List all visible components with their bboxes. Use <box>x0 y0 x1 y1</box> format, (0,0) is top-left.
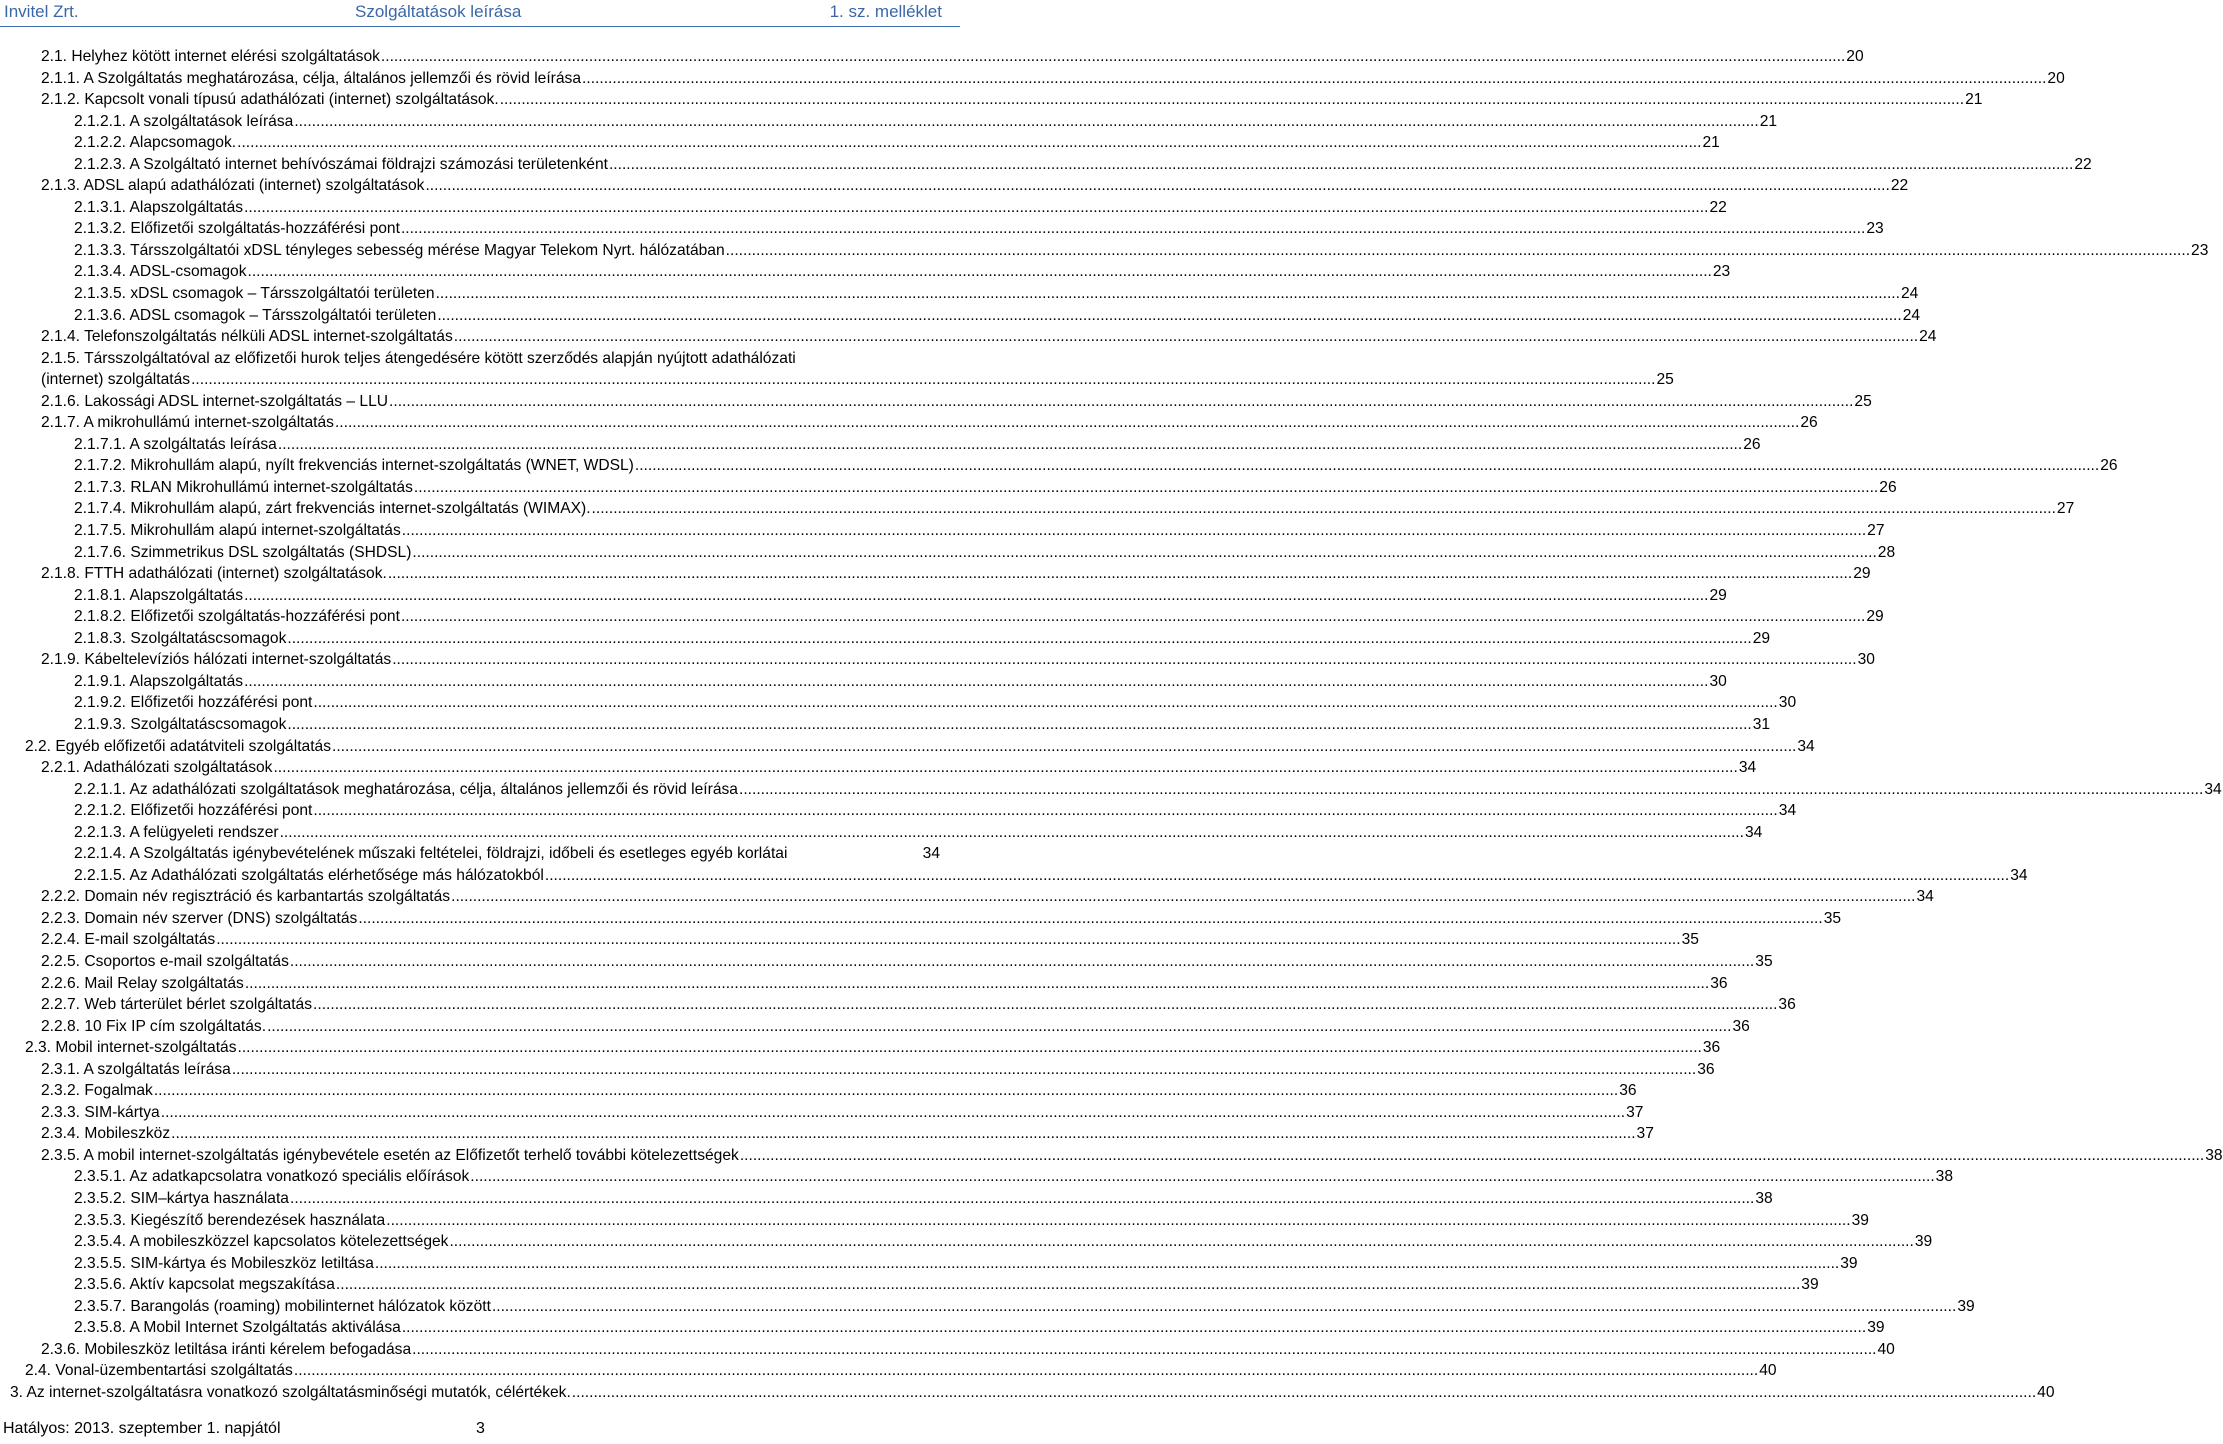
toc-dot-leader <box>273 758 1737 778</box>
toc-entry-title: 2.1.3.4. ADSL-csomagok <box>74 263 247 281</box>
toc-entry[interactable] <box>0 823 1763 845</box>
toc-entry-title: 2.1.4. Telefonszolgáltatás nélküli ADSL internet-szolgáltatás <box>41 328 453 346</box>
toc-entry-page: 23 <box>1866 220 1884 238</box>
toc-entry-title: 3. Az internet-szolgáltatásra vonatkozó szolgáltatásminőségi mutatók, célértékek. <box>10 1383 571 1401</box>
toc-entry[interactable] <box>0 564 1871 586</box>
toc-entry-title: 2.3. Mobil internet-szolgáltatás <box>25 1039 237 1057</box>
toc-entry-title: 2.4. Vonal-üzembentartási szolgáltatás <box>25 1362 293 1380</box>
toc-entry-page: 34 <box>1778 802 1797 820</box>
toc-entry-page: 36 <box>1778 996 1796 1014</box>
toc-entry[interactable] <box>0 780 2222 802</box>
toc-entry-title: 2.1.7.1. A szolgáltatás leírása <box>74 435 277 453</box>
header-document-title: Szolgáltatások leírása <box>355 2 522 21</box>
toc-entry-title: 2.1.3.1. Alapszolgáltatás <box>74 198 244 216</box>
toc-entry-page: 27 <box>1867 522 1885 540</box>
toc-entry[interactable] <box>0 1189 1773 1211</box>
toc-entry-title: 2.1.7. A mikrohullámú internet-szolgáltatás <box>41 414 334 432</box>
toc-entry-page: 24 <box>1900 285 1919 303</box>
toc-dot-leader <box>386 1211 1850 1231</box>
toc-entry-page: 34 <box>1738 759 1757 777</box>
toc-entry-page: 34 <box>1916 888 1934 906</box>
toc-entry-title: 2.1.3. ADSL alapú adathálózati (internet) szolgáltatások <box>41 177 425 195</box>
toc-entry-page: 25 <box>1656 371 1674 389</box>
toc-entry-page: 38 <box>2205 1146 2223 1164</box>
toc-dot-leader <box>414 478 1878 498</box>
toc-entry-title: 2.1.2.2. Alapcsomagok. <box>74 134 237 152</box>
toc-entry-title: 2.3.5.8. A Mobil Internet Szolgáltatás aktiválása <box>74 1319 401 1337</box>
toc-dot-leader <box>287 715 1751 735</box>
toc-entry[interactable] <box>0 737 1815 759</box>
toc-dot-leader <box>313 801 1777 821</box>
toc-dot-leader <box>332 737 1796 757</box>
toc-entry[interactable] <box>0 801 1797 823</box>
toc-dot-leader <box>401 219 1865 239</box>
toc-entry-title: 2.1.1. A Szolgáltatás meghatározása, célja, általános jellemzői és rövid leírása <box>41 69 582 87</box>
toc-entry-title: 2.2.7. Web tárterület bérlet szolgáltatás <box>41 996 313 1014</box>
toc-entry-page: 21 <box>1702 134 1720 152</box>
toc-entry-page: 36 <box>1619 1082 1637 1100</box>
toc-entry[interactable] <box>0 521 1885 543</box>
toc-entry-title: 2.2. Egyéb előfizetői adatátviteli szolgáltatás <box>25 737 331 755</box>
toc-entry-page: 39 <box>1867 1319 1885 1337</box>
toc-entry-title: 2.1.7.5. Mikrohullám alapú internet-szolgáltatás <box>74 522 401 540</box>
toc-entry[interactable] <box>0 413 1818 435</box>
toc-dot-leader <box>335 413 1799 433</box>
toc-entry-title: 2.1.8.3. Szolgáltatáscsomagok <box>74 629 287 647</box>
toc-entry-page: 36 <box>1710 974 1728 992</box>
toc-entry[interactable] <box>0 543 1896 565</box>
toc-dot-leader <box>171 1124 1635 1144</box>
toc-entry-title: 2.3.6. Mobileszköz letiltása iránti kérelem befogadása <box>41 1340 412 1358</box>
toc-entry[interactable] <box>0 69 2065 91</box>
toc-dot-leader <box>161 1103 1625 1123</box>
toc-dot-leader <box>635 456 2099 476</box>
footer-effective-date: Hatályos: 2013. szeptember 1. napjától <box>3 1420 281 1437</box>
toc-entry-title: 2.1.7.3. RLAN Mikrohullámú internet-szolgáltatás <box>74 478 413 496</box>
toc-entry-page: 21 <box>1759 112 1778 130</box>
toc-entry-page: 34 <box>1744 823 1763 841</box>
toc-dot-leader <box>388 564 1852 584</box>
toc-entry[interactable] <box>0 155 2092 177</box>
toc-dot-leader <box>402 1318 1866 1338</box>
toc-entry-page: 38 <box>1755 1189 1773 1207</box>
toc-entry-title: 2.1.7.4. Mikrohullám alapú, zárt frekvenciás internet-szolgáltatás (WIMAX). <box>74 500 591 518</box>
toc-entry-title: 2.3.5.7. Barangolás (roaming) mobilinternet hálózatok között <box>74 1297 491 1315</box>
toc-dot-leader <box>454 327 1918 347</box>
toc-entry-page: 28 <box>1877 543 1896 561</box>
toc-dot-leader <box>740 1146 2204 1166</box>
toc-entry[interactable] <box>0 133 1720 155</box>
toc-entry[interactable] <box>0 995 1796 1017</box>
toc-entry-page: 26 <box>1743 435 1761 453</box>
toc-entry[interactable] <box>0 284 1919 306</box>
toc-dot-leader <box>500 90 1964 110</box>
toc-entry[interactable] <box>0 219 1884 241</box>
toc-entry[interactable] <box>0 478 1897 500</box>
toc-entry-title: 2.1.5. Társszolgáltatóval az előfizetői hurok teljes átengedésére kötött szerződés alapján nyújtott adathálózati <box>41 349 796 367</box>
toc-entry[interactable] <box>0 607 1884 629</box>
toc-entry[interactable] <box>0 241 2209 263</box>
toc-entry-title: 2.2.6. Mail Relay szolgáltatás <box>41 974 244 992</box>
toc-entry-title: 2.1.3.6. ADSL csomagok – Társszolgáltatói területen <box>74 306 437 324</box>
toc-dot-leader <box>244 198 1708 218</box>
toc-entry-page: 30 <box>1778 694 1797 712</box>
toc-dot-leader <box>412 543 1876 563</box>
toc-entry-title: 2.1.8. FTTH adathálózati (internet) szolgáltatások. <box>41 565 387 583</box>
toc-entry-page: 39 <box>1851 1211 1869 1229</box>
toc-entry-title: 2.3.5.5. SIM-kártya és Mobileszköz letiltása <box>74 1254 374 1272</box>
toc-entry[interactable] <box>0 1060 1715 1082</box>
toc-dot-leader <box>267 1017 1731 1037</box>
toc-entry[interactable] <box>0 435 1761 457</box>
toc-entry-title: 2.3.5.1. Az adatkapcsolatra vonatkozó speciális előírások <box>74 1168 470 1186</box>
toc-dot-leader <box>381 47 1845 67</box>
toc-entry-page: 35 <box>1755 952 1773 970</box>
toc-dot-leader <box>238 1038 1702 1058</box>
toc-dot-leader <box>572 1383 2036 1403</box>
toc-entry-page: 31 <box>1752 715 1771 733</box>
toc-dot-leader <box>449 1232 1913 1252</box>
toc-entry-page: 34 <box>2010 866 2028 884</box>
toc-dot-leader <box>451 887 1915 907</box>
header-company: Invitel Zrt. <box>4 2 79 21</box>
toc-entry-page: 39 <box>1801 1276 1819 1294</box>
toc-entry[interactable] <box>0 909 1842 931</box>
toc-dot-leader <box>545 866 2009 886</box>
toc-entry-title: 2.3.1. A szolgáltatás leírása <box>41 1060 231 1078</box>
toc-entry-title: 2.1. Helyhez kötött internet elérési szolgáltatások <box>41 48 380 65</box>
toc-entry-page: 37 <box>1636 1125 1654 1143</box>
toc-dot-leader <box>726 241 2190 261</box>
toc-entry-page: 39 <box>1914 1233 1933 1251</box>
toc-dot-leader <box>437 306 1901 326</box>
toc-entry-page: 40 <box>1759 1362 1777 1380</box>
toc-entry-title: 2.1.9.2. Előfizetői hozzáférési pont <box>74 694 313 712</box>
toc-entry-title: 2.1.2. Kapcsolt vonali típusú adathálózati (internet) szolgáltatások. <box>41 91 499 109</box>
toc-entry-page: 29 <box>1853 565 1871 583</box>
toc-entry-title: 2.1.3.2. Előfizetői szolgáltatás-hozzáférési pont <box>74 220 400 238</box>
toc-entry[interactable] <box>0 1318 1885 1340</box>
toc-entry-title: 2.3.5.2. SIM–kártya használata <box>74 1189 289 1207</box>
toc-entry-title: 2.2.1.1. Az adathálózati szolgáltatások meghatározása, célja, általános jellemzői és rövid leírása <box>74 780 738 798</box>
toc-dot-leader <box>245 974 1709 994</box>
toc-entry-title: 2.3.2. Fogalmak <box>41 1082 153 1100</box>
toc-entry[interactable] <box>0 586 1727 608</box>
toc-entry-title: (internet) szolgáltatás <box>41 371 191 389</box>
toc-entry[interactable] <box>0 1383 2055 1405</box>
toc-entry-page: 36 <box>1697 1060 1715 1078</box>
toc-entry[interactable] <box>0 456 2118 478</box>
toc-entry[interactable] <box>0 672 1727 694</box>
toc-dot-leader <box>290 952 1754 972</box>
toc-entry-title: 2.1.2.1. A szolgáltatások leírása <box>74 112 294 130</box>
toc-entry[interactable] <box>0 1297 1975 1319</box>
toc-dot-leader <box>154 1081 1618 1101</box>
toc-entry-title: 2.1.3.3. Társszolgáltatói xDSL tényleges sebesség mérése Magyar Telekom Nyrt. hálózatában <box>74 241 725 259</box>
toc-entry-page: 23 <box>2191 241 2209 259</box>
toc-entry-title: 2.1.8.1. Alapszolgáltatás <box>74 586 244 604</box>
toc-entry-page: 36 <box>1702 1039 1721 1057</box>
toc-dot-leader <box>739 780 2203 800</box>
toc-entry[interactable] <box>0 198 1727 220</box>
toc-entry-page: 22 <box>1709 198 1727 216</box>
toc-entry[interactable] <box>0 693 1797 715</box>
toc-entry-page: 26 <box>2100 457 2118 475</box>
toc-entry[interactable] <box>0 306 1921 328</box>
toc-entry-title: 2.2.8. 10 Fix IP cím szolgáltatás. <box>41 1017 267 1035</box>
toc-entry[interactable] <box>0 844 960 866</box>
toc-dot-leader <box>412 1340 1876 1360</box>
toc-entry-title: 2.1.9.1. Alapszolgáltatás <box>74 672 244 690</box>
toc-entry[interactable] <box>0 1275 1819 1297</box>
toc-dot-leader <box>336 1275 1800 1295</box>
toc-entry[interactable] <box>0 1361 1777 1383</box>
toc-entry[interactable] <box>0 650 1875 672</box>
toc-entry[interactable] <box>0 327 1937 349</box>
toc-dot-leader <box>248 262 1712 282</box>
toc-dot-leader <box>358 909 1822 929</box>
toc-entry[interactable] <box>0 1211 1869 1233</box>
toc-entry-page: 24 <box>1919 328 1937 346</box>
toc-entry-page: 34 <box>922 845 940 863</box>
toc-entry-title: 2.2.1.3. A felügyeleti rendszer <box>74 823 279 841</box>
toc-entry[interactable] <box>0 370 1674 392</box>
toc-entry-page: 29 <box>1752 629 1771 647</box>
toc-entry[interactable] <box>0 112 1778 134</box>
toc-entry[interactable] <box>0 1146 2223 1168</box>
toc-entry-page: 22 <box>2074 155 2092 173</box>
toc-dot-leader <box>425 176 1889 196</box>
toc-entry-title: 2.2.3. Domain név szerver (DNS) szolgáltatás <box>41 909 358 927</box>
toc-dot-leader <box>191 370 1655 390</box>
toc-entry[interactable] <box>0 715 1771 737</box>
toc-entry-title: 2.3.5.6. Aktív kapcsolat megszakítása <box>74 1276 335 1294</box>
toc-entry-title: 2.1.8.2. Előfizetői szolgáltatás-hozzáférési pont <box>74 608 400 626</box>
toc-entry[interactable] <box>0 499 2075 521</box>
toc-entry[interactable] <box>0 1254 1858 1276</box>
toc-entry-page: 39 <box>1957 1297 1975 1315</box>
toc-entry-page: 20 <box>2047 69 2065 87</box>
toc-entry[interactable] <box>0 952 1773 974</box>
toc-entry-title: 2.2.1.4. A Szolgáltatás igénybevételének műszaki feltételei, földrajzi, időbeli és esetleges egyéb korlátai <box>74 845 788 863</box>
toc-dot-leader <box>402 521 1866 541</box>
toc-entry[interactable] <box>0 1081 1637 1103</box>
toc-entry[interactable] <box>0 930 1699 952</box>
toc-dot-leader <box>294 112 1758 132</box>
toc-entry[interactable] <box>0 866 2028 888</box>
toc-entry-page: 25 <box>1854 392 1872 410</box>
toc-entry-page: 21 <box>1965 91 1983 109</box>
toc-entry-page: 29 <box>1866 608 1884 626</box>
toc-entry[interactable] <box>0 1124 1654 1146</box>
toc-entry[interactable] <box>0 1103 1644 1125</box>
toc-entry-page: 37 <box>1626 1103 1644 1121</box>
toc-dot-leader <box>592 499 2056 519</box>
toc-entry-title: 2.2.1.5. Az Adathálózati szolgáltatás elérhetősége más hálózatokból <box>74 866 544 884</box>
toc-entry[interactable] <box>0 1167 1954 1189</box>
toc-entry-page: 20 <box>1846 48 1864 65</box>
toc-entry-page: 30 <box>1709 672 1727 690</box>
page-header <box>0 0 960 27</box>
toc-entry[interactable] <box>0 887 1934 909</box>
toc-dot-leader <box>278 435 1742 455</box>
toc-entry[interactable] <box>0 47 1864 69</box>
toc-entry-title: 2.1.9. Kábeltelevíziós hálózati internet-szolgáltatás <box>41 651 392 669</box>
toc-entry-title: 2.1.7.6. Szimmetrikus DSL szolgáltatás (SHDSL) <box>74 543 412 561</box>
toc-entry-page: 26 <box>1800 414 1818 432</box>
toc-entry[interactable] <box>0 392 1872 414</box>
toc-entry[interactable] <box>0 176 1909 198</box>
toc-dot-leader <box>216 930 1680 950</box>
toc-entry-page: 24 <box>1902 306 1921 324</box>
toc-entry[interactable] <box>0 262 1731 284</box>
toc-entry-page: 35 <box>1823 909 1842 927</box>
toc-dot-leader <box>375 1254 1839 1274</box>
toc-entry-title: 2.2.5. Csoportos e-mail szolgáltatás <box>41 952 289 970</box>
toc-entry-page: 30 <box>1857 651 1875 669</box>
toc-entry-page: 26 <box>1879 478 1897 496</box>
toc-entry-page: 22 <box>1890 177 1909 195</box>
toc-entry-title: 2.1.9.3. Szolgáltatáscsomagok <box>74 715 287 733</box>
toc-dot-leader <box>492 1297 1956 1317</box>
toc-entry-page: 29 <box>1709 586 1727 604</box>
toc-entry[interactable] <box>0 90 1983 112</box>
toc-entry[interactable] <box>0 974 1728 996</box>
toc-dot-leader <box>287 629 1751 649</box>
toc-dot-leader <box>244 586 1708 606</box>
toc-dot-leader <box>244 672 1708 692</box>
toc-entry-page: 40 <box>1877 1340 1895 1358</box>
toc-dot-leader <box>470 1167 1934 1187</box>
toc-dot-leader <box>582 69 2046 89</box>
toc-entry-title: 2.1.7.2. Mikrohullám alapú, nyílt frekvenciás internet-szolgáltatás (WNET, WDSL) <box>74 457 634 475</box>
toc-entry[interactable] <box>0 758 1757 780</box>
toc-entry-title: 2.2.2. Domain név regisztráció és karbantartás szolgáltatás <box>41 888 451 906</box>
toc-dot-leader <box>609 155 2073 175</box>
toc-dot-leader <box>313 995 1777 1015</box>
toc-dot-leader <box>401 607 1865 627</box>
toc-entry-title: 2.3.5.4. A mobileszközzel kapcsolatos kötelezettségek <box>74 1233 449 1251</box>
toc-entry-title: 2.2.1. Adathálózati szolgáltatások <box>41 759 273 777</box>
toc-entry[interactable] <box>0 1017 1750 1039</box>
footer-page-number: 3 <box>476 1420 485 1437</box>
table-of-contents <box>0 47 2223 1404</box>
toc-entry-title: 2.1.3.5. xDSL csomagok – Társszolgáltatói területen <box>74 285 435 303</box>
toc-entry-title: 2.3.5. A mobil internet-szolgáltatás igénybevétele esetén az Előfizetőt terhelő további kötelezettségek <box>41 1146 739 1164</box>
toc-entry-title: 2.1.6. Lakossági ADSL internet-szolgáltatás – LLU <box>41 392 389 410</box>
toc-entry-title: 2.2.1.2. Előfizetői hozzáférési pont <box>74 802 313 820</box>
toc-dot-leader <box>232 1060 1696 1080</box>
toc-entry-title: 2.2.4. E-mail szolgáltatás <box>41 931 216 949</box>
toc-entry[interactable] <box>0 629 1771 651</box>
toc-dot-leader <box>294 1361 1758 1381</box>
toc-entry-page: 34 <box>2204 780 2222 798</box>
toc-entry-page: 34 <box>1797 737 1815 755</box>
header-annex-label: 1. sz. melléklet <box>829 2 942 21</box>
toc-dot-leader <box>392 650 1856 670</box>
toc-entry-page: 23 <box>1712 263 1731 281</box>
toc-entry[interactable] <box>0 1340 1895 1362</box>
toc-entry-page: 27 <box>2056 500 2075 518</box>
toc-entry-title: 2.1.2.3. A Szolgáltató internet behívószámai földrajzi számozási területenként <box>74 155 608 173</box>
toc-entry[interactable] <box>0 1232 1933 1254</box>
toc-entry-page: 38 <box>1935 1168 1954 1186</box>
toc-dot-leader <box>280 823 1744 843</box>
toc-dot-leader <box>290 1189 1754 1209</box>
toc-entry-page: 39 <box>1840 1254 1858 1272</box>
toc-dot-leader <box>389 392 1853 412</box>
toc-entry-title: 2.3.4. Mobileszköz <box>41 1125 171 1143</box>
toc-entry-page: 35 <box>1681 931 1699 949</box>
toc-entry-title: 2.3.5.3. Kiegészítő berendezések használata <box>74 1211 386 1229</box>
toc-entry[interactable] <box>0 349 960 371</box>
toc-entry-page: 40 <box>2037 1383 2055 1401</box>
toc-entry-page: 36 <box>1732 1017 1750 1035</box>
toc-dot-leader <box>237 133 1701 153</box>
toc-entry[interactable] <box>0 1038 1721 1060</box>
toc-dot-leader <box>313 693 1777 713</box>
toc-dot-leader <box>436 284 1900 304</box>
toc-entry-title: 2.3.3. SIM-kártya <box>41 1103 160 1121</box>
